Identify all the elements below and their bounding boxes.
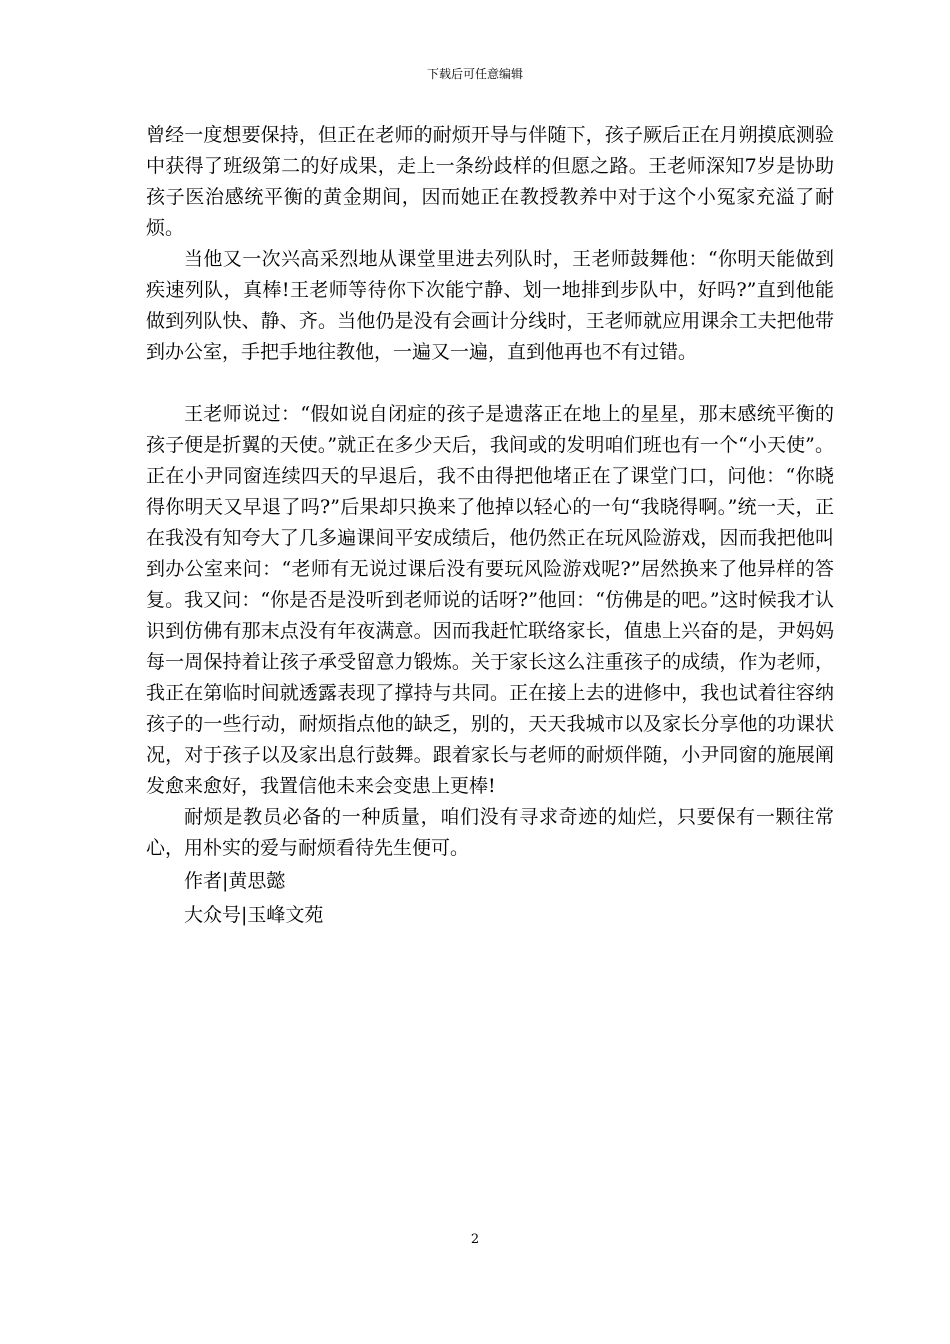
author-line: 作者|黄思懿 — [184, 870, 286, 892]
account-line: 大众号|玉峰文苑 — [184, 904, 324, 926]
page-number: 2 — [470, 1232, 480, 1247]
paragraph-lining-up: 当他又一次兴高采烈地从课堂里进去列队时，王老师鼓舞他：“你明天能做到疾速列队，真棒!王老师等待你下次能宁静、划一地排到步队中，好吗?”直到他能做到列队快、静、齐。当他仍是没有会画计分线时，王老师就应用课余工夫把他带到办公室，手把手地往教他，一遍又一遍，直到他再也不有过错。 — [146, 248, 834, 363]
paragraph-conclusion: 耐烦是教员必备的一种质量，咱们没有寻求奇迹的灿烂，只要保有一颗往常心，用朴实的爱与耐烦看待先生便可。 — [146, 806, 834, 859]
paragraph-continued: 曾经一度想要保持，但正在老师的耐烦开导与伴随下，孩子厥后正在月朔摸底测验中获得了班级第二的好成果，走上一条纷歧样的但愿之路。王老师深知7岁是协助孩子医治感统平衡的黄金期间，因而她正在教授教养中对于这个小冤家充溢了耐烦。 — [146, 124, 834, 239]
paragraph-little-angel: 王老师说过：“假如说自闭症的孩子是遗落正在地上的星星，那末感统平衡的孩子便是折翼的天使。”就正在多少天后，我间或的发明咱们班也有一个“小天使”。正在小尹同窗连续四天的早退后，我不由得把他堵正在了课堂门口，问他：“你晓得你明天又早退了吗?”后果却只换来了他掉以轻心的一句“我晓得啊。”统一天，正在我没有知夸大了几多遍课间平安成绩后，他仍然正在玩风险游戏，因而我把他叫到办公室来问：“老师有无说过课后没有要玩风险游戏呢?”居然换来了他异样的答复。我又问：“你是否是没听到老师说的话呀?”他回：“仿佛是的吧。”这时候我才认识到仿佛有那末点没有年夜满意。因而我赶忙联络家长，值患上兴奋的是，尹妈妈每一周保持着让孩子承受留意力锻炼。关于家长这么注重孩子的成绩，作为老师，我正在第临时间就透露表现了撑持与共同。正在接上去的进修中，我也试着往容纳孩子的一些行动，耐烦指点他的缺乏，别的，天天我城市以及家长分享他的功课状况，对于孩子以及家出息行鼓舞。跟着家长与老师的耐烦伴随，小尹同窗的施展阐发愈来愈好，我置信他未来会变患上更棒! — [146, 403, 834, 797]
document-body — [146, 120, 834, 932]
page-header-note: 下载后可任意编辑 — [426, 67, 523, 81]
